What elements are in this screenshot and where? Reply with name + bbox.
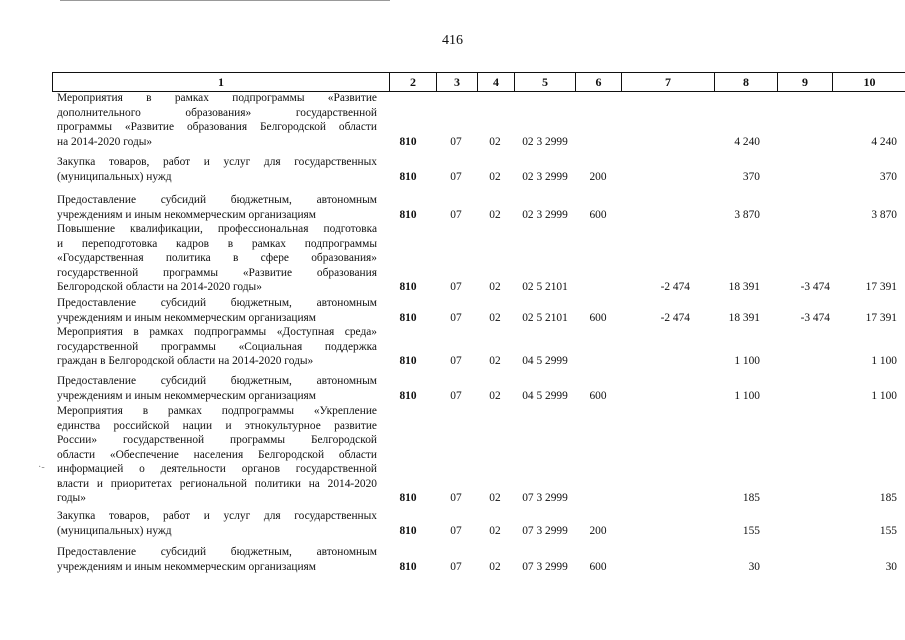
cell-col-10: 17 391 xyxy=(865,311,897,324)
header-col-9: 9 xyxy=(778,73,833,91)
cell-col-3: 07 xyxy=(450,170,462,183)
header-col-4: 4 xyxy=(478,73,515,91)
row-description-line: годы» xyxy=(57,492,86,504)
cell-col-2: 810 xyxy=(399,311,417,324)
row-description xyxy=(57,91,377,149)
cell-col-3: 07 xyxy=(450,355,462,367)
cell-col-4: 02 xyxy=(489,389,501,402)
header-col-2: 2 xyxy=(390,73,437,91)
cell-col-10: 3 870 xyxy=(871,208,897,221)
cell-col-6: 200 xyxy=(589,170,607,183)
cell-col-2: 810 xyxy=(399,560,417,573)
cell-col-10: 17 391 xyxy=(865,281,897,293)
cell-col-8: 4 240 xyxy=(734,135,760,148)
row-description-line: России» государственной программы Белгородской xyxy=(57,434,377,446)
cell-col-4: 02 xyxy=(489,311,501,324)
table-header xyxy=(52,72,905,92)
row-description-line: программы «Развитие образования Белгородской области xyxy=(57,121,377,133)
cell-col-8: 185 xyxy=(742,492,760,504)
row-description-line: (муниципальных) нужд xyxy=(57,170,172,183)
cell-col-2: 810 xyxy=(399,170,417,183)
row-description-line: учреждениям и иным некоммерческим организациям xyxy=(57,560,317,573)
cell-col-3: 07 xyxy=(450,208,462,221)
cell-col-4: 02 xyxy=(489,355,501,367)
cell-col-9: -3 474 xyxy=(800,281,830,293)
cell-col-5: 07 3 2999 xyxy=(522,524,568,537)
cell-col-10: 4 240 xyxy=(871,135,897,148)
cell-col-4: 02 xyxy=(489,281,501,293)
cell-col-2: 810 xyxy=(399,524,417,537)
cell-col-10: 30 xyxy=(885,560,897,573)
row-description-line: власти и приоритетах региональной политики на 2014-2020 xyxy=(57,477,377,490)
row-description-line: (муниципальных) нужд xyxy=(57,524,172,537)
row-description xyxy=(57,155,377,184)
cell-col-3: 07 xyxy=(450,560,462,573)
row-description xyxy=(57,222,377,295)
cell-col-6: 600 xyxy=(589,560,607,573)
cell-col-5: 02 5 2101 xyxy=(522,281,568,293)
header-col-1: 1 xyxy=(53,73,390,91)
page-number: 416 xyxy=(442,33,463,48)
table-row xyxy=(0,193,905,221)
row-description-line: учреждениям и иным некоммерческим организациям xyxy=(57,208,317,221)
cell-col-7: -2 474 xyxy=(660,311,690,324)
scan-mark: ·- xyxy=(38,462,45,473)
cell-col-3: 07 xyxy=(450,281,462,293)
row-description-line: Белгородской области на 2014-2020 годы» xyxy=(57,281,262,293)
cell-col-4: 02 xyxy=(489,208,501,221)
cell-col-8: 3 870 xyxy=(734,208,760,221)
cell-col-7: -2 474 xyxy=(660,281,690,293)
cell-col-4: 02 xyxy=(489,170,501,183)
cell-col-2: 810 xyxy=(399,389,417,402)
row-description xyxy=(57,296,377,325)
row-description-line: Предоставление субсидий бюджетным, автономным xyxy=(57,375,377,387)
table-row xyxy=(0,509,905,543)
cell-col-6: 200 xyxy=(589,524,607,537)
cell-col-10: 1 100 xyxy=(871,389,897,402)
cell-col-8: 18 391 xyxy=(728,281,760,293)
table-row xyxy=(0,91,905,153)
header-col-10: 10 xyxy=(863,75,876,89)
row-description-line: государственной программы «Развитие образования xyxy=(57,266,377,279)
cell-col-10: 370 xyxy=(879,170,897,183)
cell-col-6: 600 xyxy=(589,389,607,402)
cell-col-4: 02 xyxy=(489,560,501,573)
row-description-line: Мероприятия в рамках подпрограммы «Развитие xyxy=(57,92,377,104)
cell-col-5: 02 3 2999 xyxy=(522,135,568,148)
row-description-line: Предоставление субсидий бюджетным, автономным xyxy=(57,546,377,558)
cell-col-10: 1 100 xyxy=(871,355,897,367)
row-description-line: Повышение квалификации, профессиональная подготовка xyxy=(57,223,377,235)
cell-col-3: 07 xyxy=(450,135,462,148)
cell-col-4: 02 xyxy=(489,135,501,148)
row-description-line: «Государственная политика в сфере образования» xyxy=(57,252,377,264)
cell-col-2: 810 xyxy=(399,281,417,293)
row-description-line: Мероприятия в рамках подпрограммы «Доступная среда» xyxy=(57,326,377,338)
row-description xyxy=(57,325,377,369)
row-description-line: Закупка товаров, работ и услуг для государственных xyxy=(57,156,377,168)
cell-col-8: 1 100 xyxy=(734,389,760,402)
cell-col-2: 810 xyxy=(399,135,417,148)
header-col-7: 7 xyxy=(622,73,715,91)
cell-col-8: 30 xyxy=(748,560,760,573)
cell-col-5: 02 3 2999 xyxy=(522,208,568,221)
cell-col-6: 600 xyxy=(589,311,607,324)
table-row xyxy=(0,404,905,506)
row-description-line: единства российской нации и этнокультурное развитие xyxy=(57,419,377,432)
row-description xyxy=(57,193,377,222)
table-row xyxy=(0,296,905,324)
cell-col-4: 02 xyxy=(489,524,501,537)
cell-col-8: 155 xyxy=(742,524,760,537)
table-row xyxy=(0,374,905,402)
cell-col-8: 1 100 xyxy=(734,355,760,367)
cell-col-9: -3 474 xyxy=(800,311,830,324)
table-row xyxy=(0,155,905,189)
row-description-line: Мероприятия в рамках подпрограммы «Укрепление xyxy=(57,405,377,417)
cell-col-3: 07 xyxy=(450,492,462,504)
cell-col-3: 07 xyxy=(450,524,462,537)
header-col-5: 5 xyxy=(515,73,576,91)
cell-col-2: 810 xyxy=(399,492,417,504)
cell-col-2: 810 xyxy=(399,355,417,367)
row-description-line: учреждениям и иным некоммерческим организациям xyxy=(57,311,317,324)
row-description xyxy=(57,509,377,538)
cell-col-5: 02 3 2999 xyxy=(522,170,568,183)
row-description xyxy=(57,374,377,403)
cell-col-3: 07 xyxy=(450,389,462,402)
row-description-line: и переподготовка кадров в рамках подпрограммы xyxy=(57,237,377,250)
cell-col-10: 185 xyxy=(879,492,897,504)
row-description xyxy=(57,545,377,574)
cell-col-8: 370 xyxy=(742,170,760,183)
table-row xyxy=(0,222,905,294)
header-col-3: 3 xyxy=(437,73,478,91)
scan-top-rule xyxy=(60,0,390,1)
cell-col-5: 02 5 2101 xyxy=(522,311,568,324)
row-description-line: Закупка товаров, работ и услуг для государственных xyxy=(57,510,377,522)
row-description-line: Предоставление субсидий бюджетным, автономным xyxy=(57,297,377,309)
cell-col-6: 600 xyxy=(589,208,607,221)
header-col-8: 8 xyxy=(715,73,778,91)
header-col-6: 6 xyxy=(576,73,622,91)
row-description-line: учреждениям и иным некоммерческим организациям xyxy=(57,389,317,402)
cell-col-5: 07 3 2999 xyxy=(522,560,568,573)
cell-col-8: 18 391 xyxy=(728,311,760,324)
cell-col-4: 02 xyxy=(489,492,501,504)
table-row xyxy=(0,545,905,579)
row-description xyxy=(57,404,377,506)
row-description-line: информацией о деятельности органов государственной xyxy=(57,463,377,475)
cell-col-3: 07 xyxy=(450,311,462,324)
cell-col-5: 07 3 2999 xyxy=(522,492,568,504)
row-description-line: на 2014-2020 годы» xyxy=(57,135,153,148)
row-description-line: области «Обеспечение населения Белгородской области xyxy=(57,448,377,461)
row-description-line: Предоставление субсидий бюджетным, автономным xyxy=(57,194,377,206)
cell-col-10: 155 xyxy=(879,524,897,537)
table-row xyxy=(0,325,905,370)
cell-col-5: 04 5 2999 xyxy=(522,389,568,402)
cell-col-5: 04 5 2999 xyxy=(522,355,568,367)
row-description-line: граждан в Белгородской области на 2014-2020 годы» xyxy=(57,355,314,367)
row-description-line: государственной программы «Социальная поддержка xyxy=(57,340,377,353)
cell-col-2: 810 xyxy=(399,208,417,221)
row-description-line: дополнительного образования» государственной xyxy=(57,106,377,119)
